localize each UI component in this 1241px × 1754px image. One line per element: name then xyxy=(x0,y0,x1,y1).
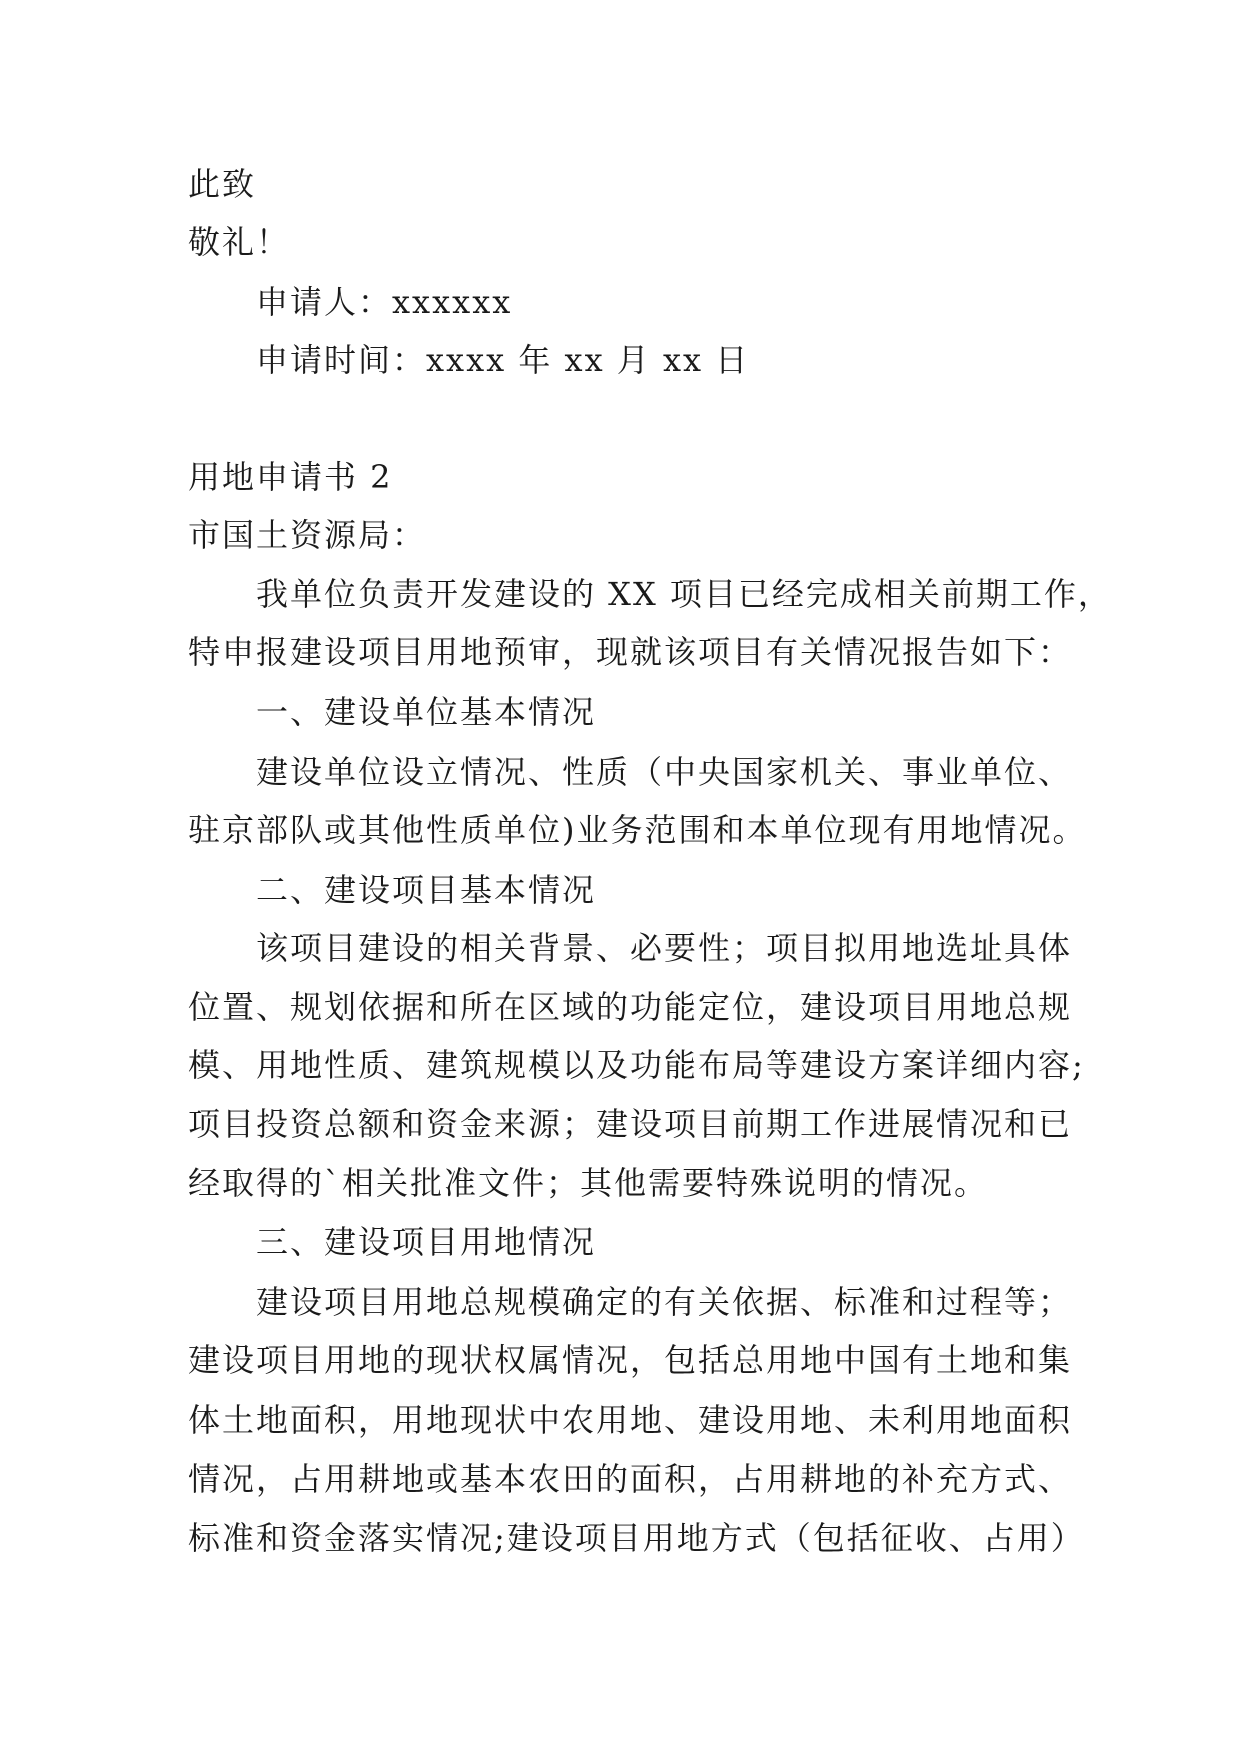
body-line: 模、用地性质、建筑规模以及功能布局等建设方案详细内容; xyxy=(188,1046,1085,1084)
body-line: 建设单位设立情况、性质（中央国家机关、事业单位、 xyxy=(256,753,1073,791)
date-line: 申请时间：xxxx 年 xx 月 xx 日 xyxy=(256,341,750,379)
body-line: 我单位负责开发建设的 XX 项目已经完成相关前期工作， xyxy=(256,575,1112,613)
body-line: 建设项目用地总规模确定的有关依据、标准和过程等； xyxy=(256,1283,1073,1321)
body-line: 建设项目用地的现状权属情况，包括总用地中国有土地和集 xyxy=(188,1341,1073,1379)
body-line: 项目投资总额和资金来源；建设项目前期工作进展情况和已 xyxy=(188,1105,1073,1143)
closing-line-1: 此致 xyxy=(188,165,257,203)
document-title: 用地申请书 2 xyxy=(188,458,393,496)
body-line: 情况，占用耕地或基本农田的面积，占用耕地的补充方式、 xyxy=(188,1460,1073,1498)
body-line: 经取得的`相关批准文件；其他需要特殊说明的情况。 xyxy=(188,1164,989,1202)
body-line: 标准和资金落实情况;建设项目用地方式（包括征收、占用） xyxy=(188,1519,1085,1557)
closing-line-2: 敬礼！ xyxy=(188,223,291,261)
addressee-line: 市国土资源局： xyxy=(188,516,427,554)
section-heading-3: 三、建设项目用地情况 xyxy=(256,1223,597,1261)
body-line: 体土地面积，用地现状中农用地、建设用地、未利用地面积 xyxy=(188,1401,1073,1439)
body-line: 位置、规划依据和所在区域的功能定位，建设项目用地总规 xyxy=(188,988,1073,1026)
section-heading-1: 一、建设单位基本情况 xyxy=(256,693,597,731)
applicant-line: 申请人：xxxxxx xyxy=(256,283,513,321)
body-line: 驻京部队或其他性质单位)业务范围和本单位现有用地情况。 xyxy=(188,811,1087,849)
body-line: 该项目建设的相关背景、必要性；项目拟用地选址具体 xyxy=(256,929,1073,967)
section-heading-2: 二、建设项目基本情况 xyxy=(256,871,597,909)
body-line: 特申报建设项目用地预审，现就该项目有关情况报告如下： xyxy=(188,633,1073,671)
